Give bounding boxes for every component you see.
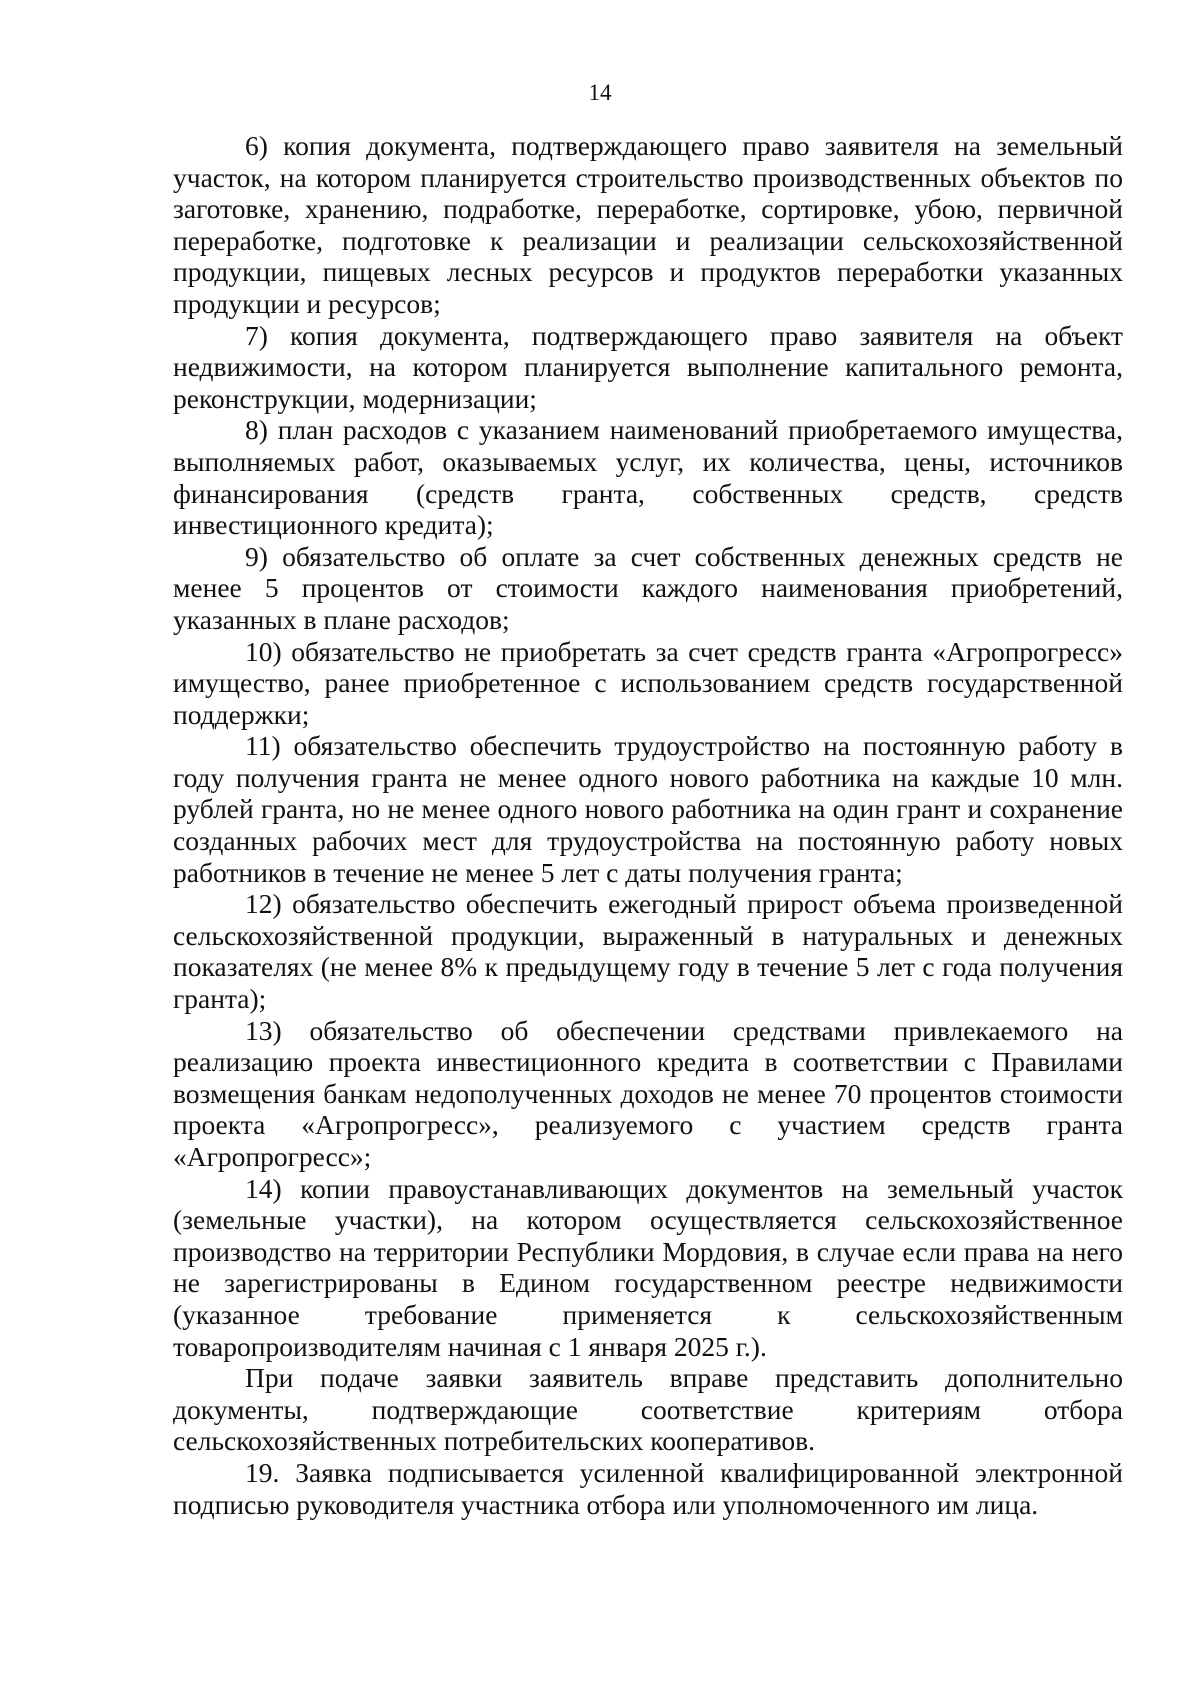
- page-number: 14: [588, 80, 612, 105]
- paragraph-item-12: 12) обязательство обеспечить ежегодный прирост объема произведенной сельскохозяйственной продукции, выраженный в натуральных и денежных показателях (не менее 8% к предыдущему году в течение 5 лет с года получения гранта);: [173, 888, 1123, 1015]
- paragraph-item-13: 13) обязательство об обеспечении средствами привлекаемого на реализацию проекта инвестиционного кредита в соответствии с Правилами возмещения банкам недополученных доходов не менее 70 процентов стоимости проекта «Агропрогресс», реализуемого с участием средств гранта «Агропрогресс»;: [173, 1014, 1123, 1172]
- paragraph-additional-documents: При подаче заявки заявитель вправе представить дополнительно документы, подтверждающие соответствие критериям отбора сельскохозяйственных потребительских кооперативов.: [173, 1362, 1123, 1457]
- paragraph-item-11: 11) обязательство обеспечить трудоустройство на постоянную работу в году получения гранта не менее одного нового работника на каждые 10 млн. рублей гранта, но не менее одного нового работника на один грант и сохранение созданных рабочих мест для трудоустройства на постоянную работу новых работников в течение не менее 5 лет с даты получения гранта;: [173, 730, 1123, 888]
- paragraph-item-8: 8) план расходов с указанием наименований приобретаемого имущества, выполняемых работ, оказываемых услуг, их количества, цены, источников финансирования (средств гранта, собственных средств, средств инвестиционного кредита);: [173, 414, 1123, 541]
- paragraph-item-9: 9) обязательство об оплате за счет собственных денежных средств не менее 5 процентов от стоимости каждого наименования приобретений, указанных в плане расходов;: [173, 540, 1123, 635]
- paragraph-item-14: 14) копии правоустанавливающих документов на земельный участок (земельные участки), на котором осуществляется сельскохозяйственное производство на территории Республики Мордовия, в случае если права на него не зарегистрированы в Едином государственном реестре недвижимости (указанное требование применяется к сельскохозяйственным товаропроизводителям начиная с 1 января 2025 г.).: [173, 1172, 1123, 1362]
- paragraph-clause-19: 19. Заявка подписывается усиленной квалифицированной электронной подписью руководителя участника отбора или уполномоченного им лица.: [173, 1456, 1123, 1520]
- paragraph-item-6: 6) копия документа, подтверждающего право заявителя на земельный участок, на котором планируется строительство производственных объектов по заготовке, хранению, подработке, переработке, сортировке, убою, первичной переработке, подготовке к реализации и реализации сельскохозяйственной продукции, пищевых лесных ресурсов и продуктов переработки указанных продукции и ресурсов;: [173, 130, 1123, 319]
- paragraph-item-10: 10) обязательство не приобретать за счет средств гранта «Агропрогресс» имущество, ранее приобретенное с использованием средств государственной поддержки;: [173, 635, 1123, 730]
- document-body: [173, 130, 1123, 1520]
- paragraph-item-7: 7) копия документа, подтверждающего право заявителя на объект недвижимости, на котором планируется выполнение капитального ремонта, реконструкции, модернизации;: [173, 319, 1123, 414]
